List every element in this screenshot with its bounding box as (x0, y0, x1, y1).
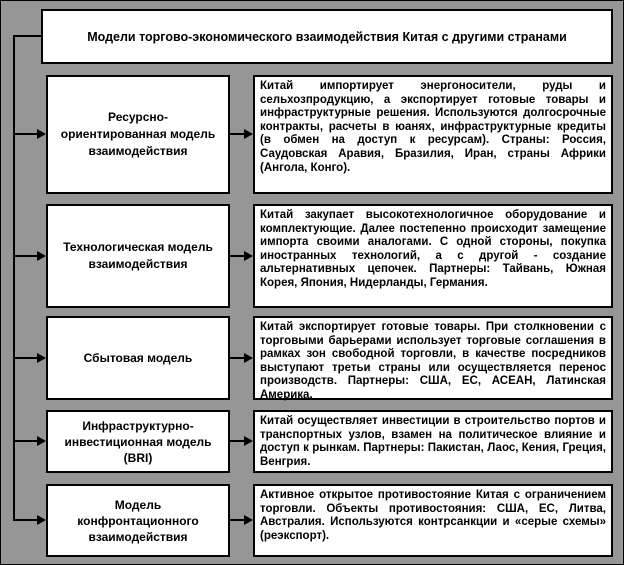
link-line-5 (230, 519, 244, 521)
model-label: Инфраструктурно-инвестиционная модель (BRI) (64, 418, 212, 465)
description-box-technology (253, 204, 613, 308)
model-box-sales (46, 316, 230, 400)
description-box-resource (253, 75, 613, 194)
branch-line-4 (13, 440, 38, 442)
model-box-resource (46, 75, 230, 194)
description-text: Китай закупает высокотехнологичное оборудование и комплектующие. Далее постепенно происходит замещение импорта своими аналогами. С одной стороны, покупка иностранных технологий, а с другой - создание альтернативных цепочек. Партнеры: Тайвань, Южная Корея, Япония, Нидерланды, Германия. (260, 209, 606, 289)
model-box-confrontation (46, 484, 230, 557)
arrow-right-icon (37, 515, 46, 525)
model-label: Модель конфронтационного взаимодействия (77, 497, 199, 544)
description-text: Китай экспортирует готовые товары. При столкновении с торговыми барьерами использует торговые соглашения в рамках зон свободной торговли, в качестве посредников выступают третьи страны или осуществляется перенос производств. Партнеры: США, ЕС, АСЕАН, Латинская Америка. (260, 321, 606, 401)
diagram-title: Модели торгово-экономического взаимодействия Китая с другими странами (87, 29, 567, 44)
connector-title-branch (13, 35, 43, 37)
title-box (41, 9, 613, 64)
description-box-infrastructure (253, 410, 613, 473)
arrow-right-icon (37, 251, 46, 261)
branch-line-2 (13, 255, 38, 257)
branch-line-5 (13, 519, 38, 521)
link-line-4 (230, 440, 244, 442)
connector-trunk-line (13, 35, 15, 521)
arrow-right-icon (37, 129, 46, 139)
description-text: Активное открытое противостояние Китая с ограничением торговли. Объекты противостояния: США, ЕС, Литва, Австралия. Используются контрсанкции и «серые схемы» (реэкспорт). (260, 489, 606, 542)
branch-line-3 (13, 357, 38, 359)
model-label: Сбытовая модель (83, 350, 193, 365)
arrow-right-icon (37, 353, 46, 363)
model-label: Ресурсно-ориентированная модель взаимодействия (60, 110, 216, 158)
model-label: Технологическая модель взаимодействия (63, 240, 213, 271)
arrow-right-icon (244, 353, 253, 363)
description-box-sales (253, 316, 613, 400)
link-line-2 (230, 255, 244, 257)
link-line-3 (230, 357, 244, 359)
description-text: Китай импортирует энергоносители, руды и сельхозпродукцию, а экспортирует готовые товары и инфраструктурные решения. Используются долгосрочные контракты, расчеты в юанях, инфраструктурные кредиты (в обмен на доступ к ресурсам). Страны: Россия, Саудовская Аравия, Бразилия, Иран, страны Африки (Ангола, Конго). (260, 80, 606, 174)
arrow-right-icon (244, 436, 253, 446)
arrow-right-icon (244, 515, 253, 525)
description-box-confrontation (253, 484, 613, 557)
arrow-right-icon (37, 436, 46, 446)
arrow-right-icon (244, 251, 253, 261)
arrow-right-icon (244, 129, 253, 139)
branch-line-1 (13, 133, 38, 135)
description-text: Китай осуществляет инвестиции в строительство портов и транспортных узлов, взамен на политическое влияние и доступ к рынкам. Партнеры: Пакистан, Лаос, Кения, Греция, Венгрия. (260, 415, 606, 468)
model-box-infrastructure (46, 410, 230, 473)
link-line-1 (230, 133, 244, 135)
model-box-technology (46, 204, 230, 308)
